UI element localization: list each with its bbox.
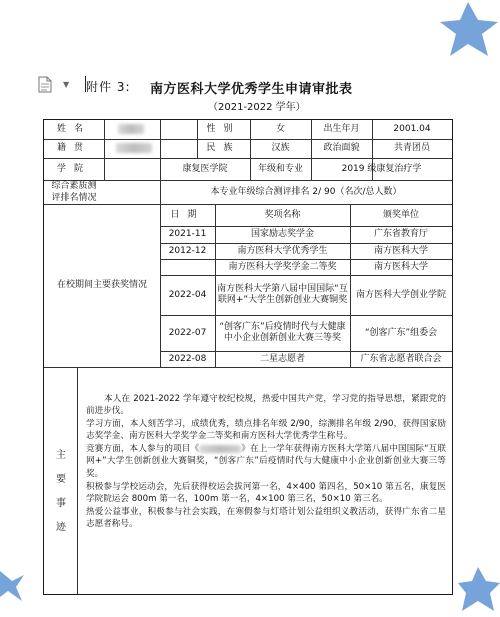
annex-label: 附件 3: <box>86 80 131 94</box>
ethnic-value: 汉族 <box>271 143 290 153</box>
awards-section-label: 在校期间主要获奖情况 <box>56 280 147 290</box>
deeds-competition-end: 》在上一学年获得南方医科大学第八届中国国际“互联网+”大学生创新创业大赛铜奖，“创客广东”后疫情时代与大健康中小企业创新创业大赛三等奖。 <box>86 444 446 479</box>
deeds-paragraph-study: 学习方面，本人刻苦学习，成绩优秀，绩点排名年级 2/90，综测排名年级 2/90，获得国家励志奖学金、南方医科大学奖学金二等奖和南方医科大学优秀学生称号。 <box>86 419 446 442</box>
deeds-label-char: 主 <box>56 450 66 461</box>
page-title: 南方医科大学优秀学生申请审批表 <box>150 82 353 97</box>
chevron-down-icon[interactable]: ▼ <box>63 80 70 89</box>
award-issuer: 南方医科大学 <box>373 261 428 272</box>
quality-label-line2: 评排名情况 <box>51 192 97 203</box>
grade-label: 年级和专业 <box>257 163 303 174</box>
birth-value: 2001.04 <box>393 124 431 134</box>
award-issuer: “创客广东”组委会 <box>364 327 438 338</box>
politics-value: 共青团员 <box>393 143 430 153</box>
award-date <box>160 259 215 275</box>
ethnic-label: 民族 <box>206 143 241 153</box>
deeds-paragraph-volunteer: 热爱公益事业，积极参与社会实践，在寒假参与灯塔计划公益组织义教活动，获得广东省二星志愿者称号。 <box>86 507 446 530</box>
award-date: 2022-04 <box>168 289 207 300</box>
star-decoration-top-right <box>438 0 500 60</box>
politics-label: 政治面貌 <box>323 143 360 153</box>
award-date: 2022-07 <box>168 327 207 338</box>
redacted-project-name <box>199 445 241 453</box>
award-date: 2021-11 <box>168 229 207 239</box>
deeds-label-char: 迹 <box>56 522 66 533</box>
origin-label: 籍贯 <box>56 143 91 153</box>
star-decoration-right <box>458 563 500 617</box>
award-name: 二星志愿者 <box>259 353 305 364</box>
gender-label: 性别 <box>206 124 241 134</box>
deeds-paragraph-sports: 积极参与学校运动会，先后获得校运会拔河第一名，4×400 第四名，50×10 第五名，康复医学院院运会 800m 第一名，100m 第一名，4×100 第三名，50×10 第三名。 <box>86 482 446 505</box>
star-decoration-left <box>0 565 26 605</box>
award-name: 南方医科大学优秀学生 <box>237 245 328 256</box>
awards-header-name: 奖项名称 <box>264 210 301 220</box>
deeds-label-char: 事 <box>56 498 66 509</box>
awards-header-date: 日期 <box>170 210 205 220</box>
award-name: “创客广东”后疫情时代与大健康中小企业创新创业大赛三等奖 <box>219 322 346 343</box>
quality-value: 本专业年级综合测评排名 2/ 90（名次/总人数） <box>210 186 402 197</box>
redacted-name <box>118 124 144 134</box>
deeds-competition-start: 竞赛方面，本人参与的项目《 <box>86 444 200 454</box>
award-issuer: 南方医科大学创业学院 <box>355 289 446 300</box>
deeds-paragraph-conduct: 本人在 2021-2022 学年遵守校纪校规，热爱中国共产党，学习党的指导思想，紧跟党的前进步伐。 <box>86 394 446 417</box>
academic-year: （2021-2022 学年） <box>208 102 306 113</box>
award-issuer: 广东省教育厅 <box>373 229 428 239</box>
deeds-paragraph-competition <box>86 443 446 480</box>
grade-value: 2019 级康复治疗学 <box>341 163 422 174</box>
award-name: 国家励志奖学金 <box>250 229 314 239</box>
redacted-origin <box>116 143 152 153</box>
awards-header-issuer: 颁奖单位 <box>382 210 419 220</box>
gender-value: 女 <box>275 124 285 134</box>
award-name: 南方医科大学第八届中国国际“互联网+”大学生创新创业大赛铜奖 <box>217 284 348 305</box>
birth-label: 出生年月 <box>323 124 360 134</box>
deeds-label-char: 要 <box>56 474 66 485</box>
quality-label-line1: 综合素质测 <box>51 180 97 191</box>
name-label: 姓名 <box>56 124 91 134</box>
award-date: 2012-12 <box>168 245 207 256</box>
college-label: 学院 <box>56 163 91 174</box>
award-issuer: 广东省志愿者联合会 <box>360 353 442 364</box>
document-icon[interactable] <box>38 76 52 93</box>
award-name: 南方医科大学奖学金二等奖 <box>228 261 337 272</box>
award-date: 2022-08 <box>168 353 207 364</box>
college-value: 康复医学院 <box>182 163 228 174</box>
award-issuer: 南方医科大学 <box>373 245 428 256</box>
